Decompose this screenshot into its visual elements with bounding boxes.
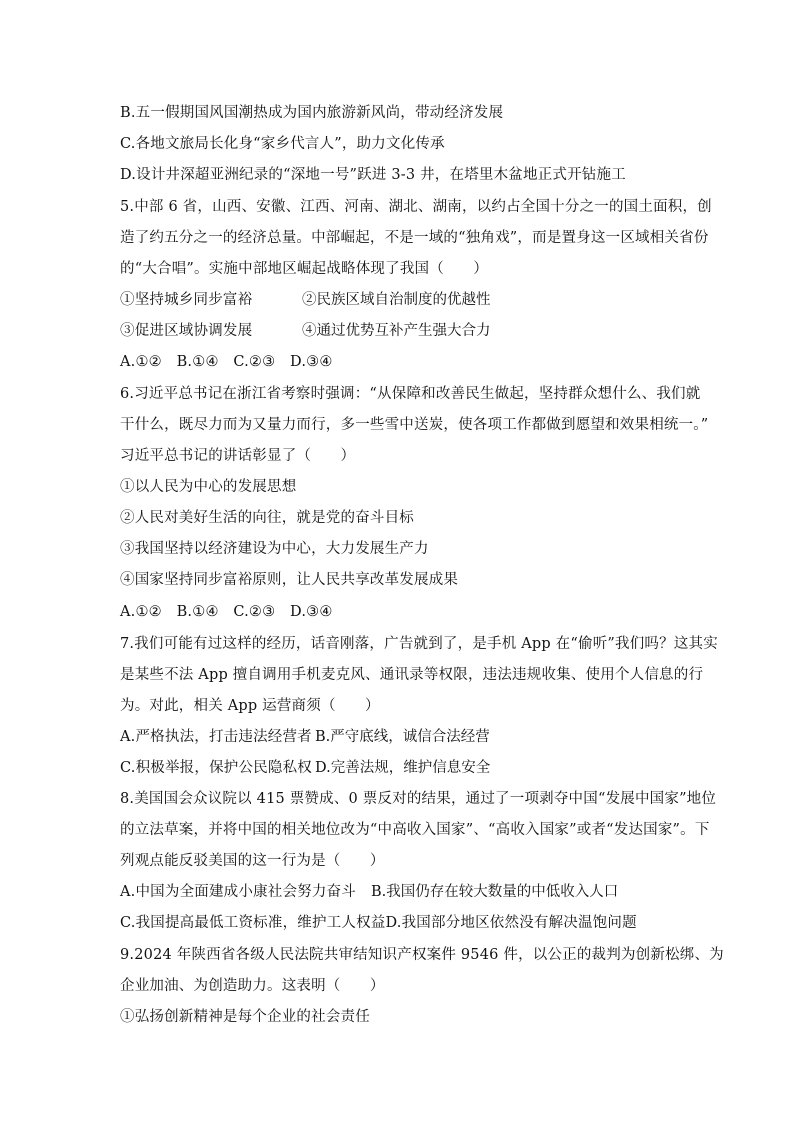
q8-choice-b: B.我国仍存在较大数量的中低收入人口 — [371, 884, 619, 900]
q5-stem-line-1: 5.中部 6 省，山西、安徽、江西、河南、湖北、湖南，以约占全国十分之一的国土面积，创 — [120, 199, 712, 215]
q6-option-2: ②人民对美好生活的向往，就是党的奋斗目标 — [120, 510, 414, 526]
q8-stem-line-1: 8.美国国会众议院以 415 票赞成、0 票反对的结果，通过了一项剥夺中国“发展中国家”地位 — [120, 791, 717, 807]
q6-option-3: ③我国坚持以经济建设为中心，大力发展生产力 — [120, 541, 429, 557]
q9-stem-line-2: 企业加油、为创造助力。这表明（ ） — [120, 978, 385, 994]
q6-option-1: ①以人民为中心的发展思想 — [120, 479, 297, 495]
q8-stem-line-3: 列观点能反驳美国的这一行为是（ ） — [120, 853, 385, 869]
q7-stem-line-3: 为。对此，相关 App 运营商须（ ） — [120, 698, 380, 714]
q5-option-1: ①坚持城乡同步富裕 — [120, 292, 253, 308]
q7-choice-d: D.完善法规，维护信息安全 — [315, 760, 491, 776]
q9-option-1: ①弘扬创新精神是每个企业的社会责任 — [120, 1009, 370, 1025]
q7-stem-line-1: 7.我们可能有过这样的经历，话音刚落，广告就到了，是手机 App 在“偷听”我们吗？这其实 — [120, 636, 718, 652]
q6-stem-line-3: 习近平总书记的讲话彰显了（ ） — [120, 448, 356, 464]
q5-option-4: ④通过优势互补产生强大合力 — [302, 323, 491, 339]
q8-choice-a: A.中国为全面建成小康社会努力奋斗 — [120, 884, 356, 900]
q4-option-c: C.各地文旅局长化身“家乡代言人”，助力文化传承 — [120, 136, 445, 152]
q7-stem-line-2: 是某些不法 App 擅自调用手机麦克风、通讯录等权限，违法违规收集、使用个人信息的行 — [120, 667, 704, 683]
q8-choice-cd: C.我国提高最低工资标准，维护工人权益D.我国部分地区依然没有解决温饱问题 — [120, 915, 637, 931]
q6-choices: A.①② B.①④ C.②③ D.③④ — [120, 604, 333, 620]
q7-choice-c: C.积极举报，保护公民隐私权 — [120, 760, 312, 776]
q6-option-4: ④国家坚持同步富裕原则，让人民共享改革发展成果 — [120, 572, 459, 588]
q6-stem-line-1: 6.习近平总书记在浙江省考察时强调：“从保障和改善民生做起，坚持群众想什么、我们就 — [120, 386, 701, 402]
q5-stem-line-3: 的“大合唱”。实施中部地区崛起战略体现了我国（ ） — [120, 261, 489, 277]
q7-choice-b: B.严守底线，诚信合法经营 — [315, 729, 490, 745]
q8-stem-line-2: 的立法草案，并将中国的相关地位改为“中高收入国家”、“高收入国家”或者“发达国家”。下 — [120, 822, 710, 838]
q6-stem-line-2: 干什么，既尽力而为又量力而行，多一些雪中送炭，使各项工作都做到愿望和效果相统一。” — [120, 417, 709, 433]
q4-option-b: B.五一假期国风国潮热成为国内旅游新风尚，带动经济发展 — [120, 105, 504, 121]
q5-choices: A.①② B.①④ C.②③ D.③④ — [120, 354, 333, 370]
q7-choice-a: A.严格执法，打击违法经营者 — [120, 729, 312, 745]
q5-option-2: ②民族区域自治制度的优越性 — [302, 292, 491, 308]
q5-stem-line-2: 造了约五分之一的经济总量。中部崛起，不是一域的“独角戏”，而是置身这一区域相关省份 — [120, 230, 709, 246]
q5-option-3: ③促进区域协调发展 — [120, 323, 253, 339]
q9-stem-line-1: 9.2024 年陕西省各级人民法院共审结知识产权案件 9546 件，以公正的裁判为创新松绑、为 — [120, 947, 724, 963]
q4-option-d: D.设计井深超亚洲纪录的“深地一号”跃进 3-3 井，在塔里木盆地正式开钻施工 — [120, 167, 626, 183]
